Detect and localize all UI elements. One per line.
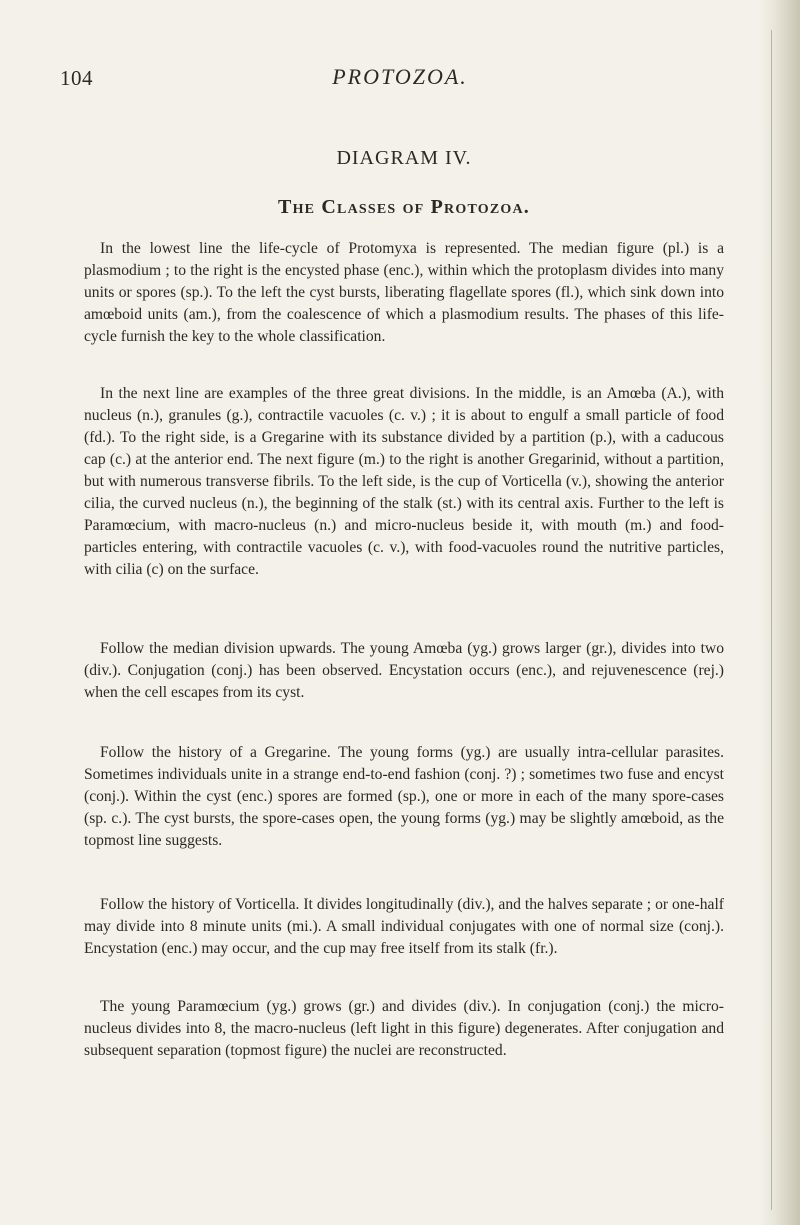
paragraph-amoeba: Follow the median division upwards. The young Amœba (yg.) grows larger (gr.), divides into two (div.). Conjugation (conj.) has been observed. Encystation occurs (enc.), and rejuvenescence (rej.) when the cell escapes from its cyst.: [84, 640, 724, 701]
running-head: PROTOZOA.: [332, 64, 468, 89]
section-subtitle: The Classes of Protozoa.: [278, 196, 530, 218]
page-edge-line: [771, 30, 772, 1210]
diagram-title: DIAGRAM IV.: [336, 147, 472, 169]
paragraph-vorticella: Follow the history of Vorticella. It divides longitudinally (div.), and the halves separate ; or one-half may divide into 8 minute units (mi.). A small individual conjugates with one of normal size (conj.). Encystation (enc.) may occur, and the cup may free itself from its stalk (fr.).: [84, 896, 724, 957]
paragraph-paramoecium: The young Paramœcium (yg.) grows (gr.) and divides (div.). In conjugation (conj.) the micro-nucleus divides into 8, the macro-nucleus (left light in this figure) degenerates. After conjugation and subsequent separation (topmost figure) the nuclei are reconstructed.: [84, 998, 724, 1059]
paragraph-gregarine: Follow the history of a Gregarine. The young forms (yg.) are usually intra-cellular parasites. Sometimes individuals unite in a strange end-to-end fashion (conj. ?) ; sometimes two fuse and encyst (conj.). Within the cyst (enc.) spores are formed (sp.), one or more in each of the many spore-cases (sp. c.). The cyst bursts, the spore-cases open, the young forms (yg.) may be slightly amœboid, as the topmost line suggests.: [84, 744, 724, 849]
paragraph-three-divisions: In the next line are examples of the three great divisions. In the middle, is an Amœba (A.), with nucleus (n.), granules (g.), contractile vacuoles (c. v.) ; it is about to engulf a small particle of food (fd.). To the right side, is a Gregarine with its substance divided by a partition (p.), with a caducous cap (c.) at the anterior end. The next figure (m.) to the right is another Gregarinid, without a partition, but with numerous transverse fibrils. To the left side, is the cup of Vorticella (v.), showing the anterior cilia, the curved nucleus (n.), the beginning of the stalk (st.) with its central axis. Further to the left is Paramœcium, with macro-nucleus (n.) and micro-nucleus beside it, with mouth (m.) and food-particles entering, with contractile vacuoles (c. v.), with food-vacuoles round the nutritive particles, with cilia (c) on the surface.: [84, 385, 724, 578]
page-edge-shadow: [760, 0, 800, 1225]
paragraph-protomyxa: In the lowest line the life-cycle of Protomyxa is represented. The median figure (pl.) is a plasmodium ; to the right is the encysted phase (enc.), within which the protoplasm divides into many units or spores (sp.). To the left the cyst bursts, liberating flagellate spores (fl.), which sink down into amœboid units (am.), from the coalescence of which a plasmodium results. The phases of this life-cycle furnish the key to the whole classification.: [84, 240, 724, 345]
page-number: 104: [60, 66, 93, 90]
